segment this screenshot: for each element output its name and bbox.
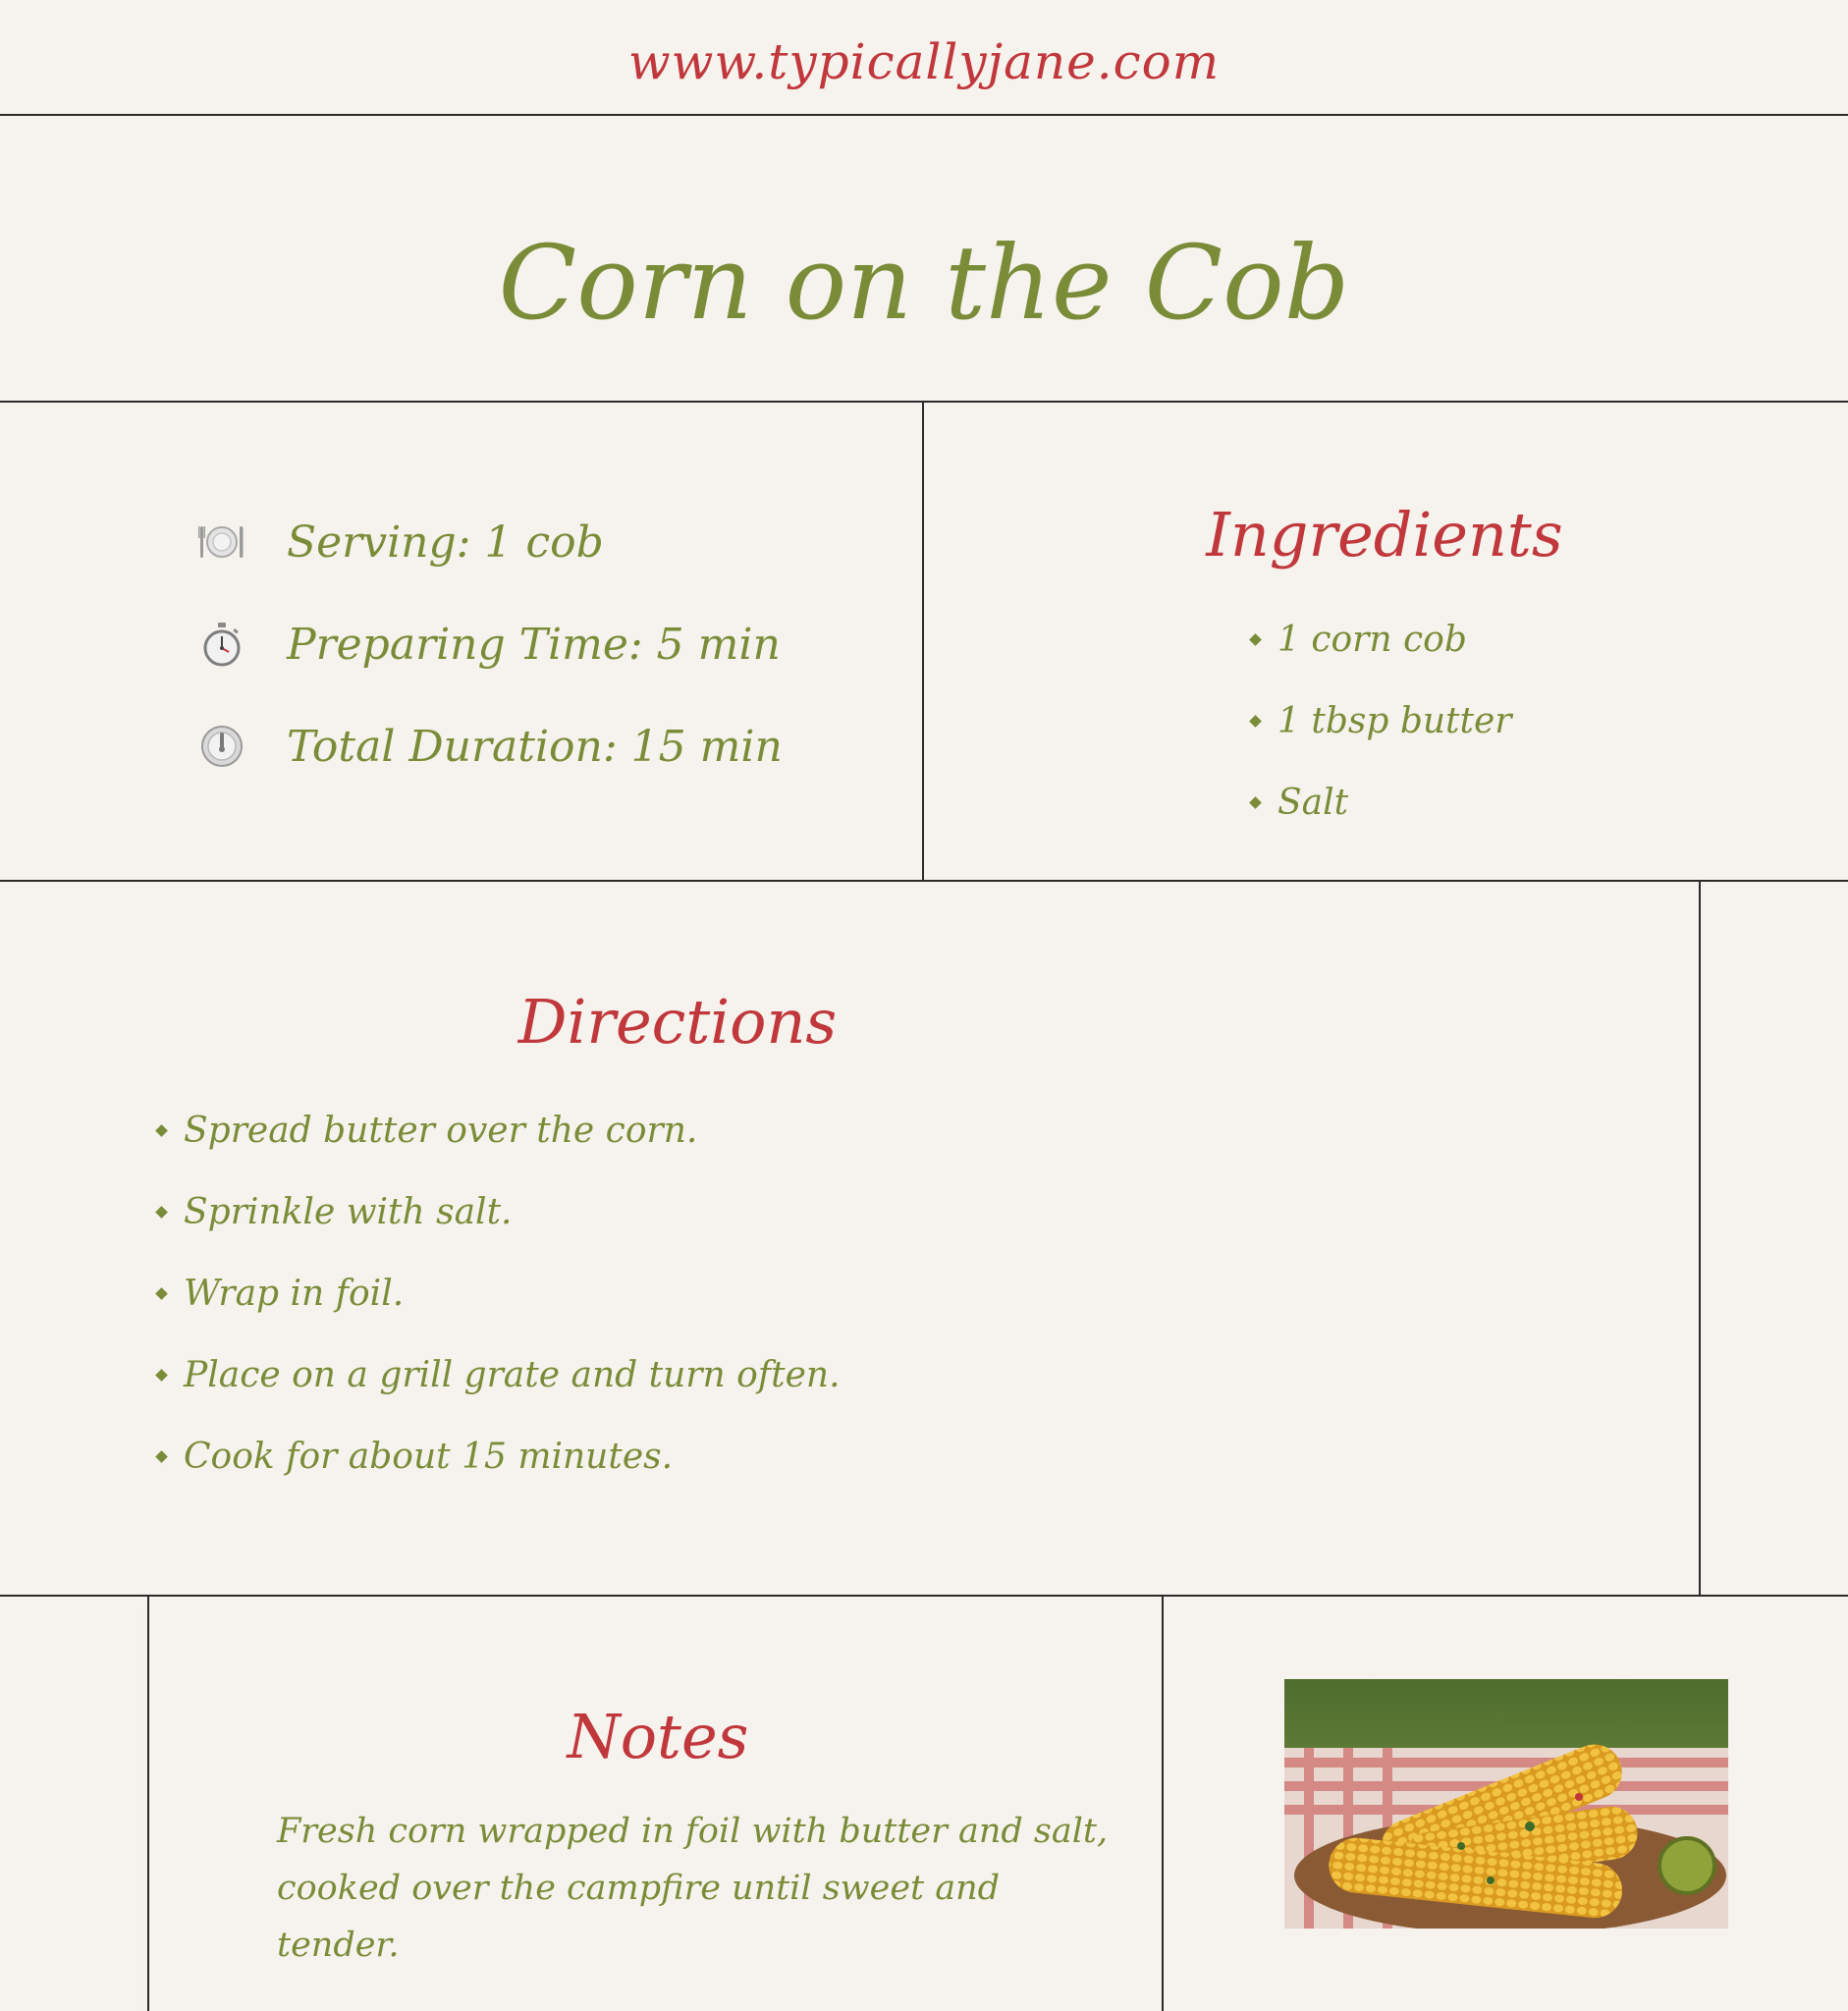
list-item xyxy=(157,1253,841,1334)
bullet-icon xyxy=(1249,796,1262,809)
info-total-duration xyxy=(194,695,783,797)
timer-icon xyxy=(194,719,249,774)
bullet-icon xyxy=(155,1287,168,1300)
directions-title: Directions xyxy=(517,986,838,1058)
divider xyxy=(0,1595,1848,1597)
bullet-icon xyxy=(155,1124,168,1137)
recipe-title: Corn on the Cob xyxy=(498,223,1350,343)
divider xyxy=(0,880,1848,882)
list-item xyxy=(157,1416,841,1497)
divider xyxy=(0,114,1848,116)
list-item xyxy=(157,1171,841,1253)
plate-icon xyxy=(194,515,249,570)
ingredient-text: 1 corn cob xyxy=(1277,620,1467,660)
total-duration-text: Total Duration: 15 min xyxy=(287,721,783,772)
ingredient-text: Salt xyxy=(1277,783,1349,823)
site-url[interactable]: www.typicallyjane.com xyxy=(627,33,1221,90)
direction-text: Sprinkle with salt. xyxy=(184,1192,513,1232)
list-item xyxy=(1251,680,1512,762)
list-item xyxy=(157,1334,841,1416)
list-item xyxy=(157,1090,841,1171)
serving-text: Serving: 1 cob xyxy=(287,516,604,568)
divider xyxy=(1699,880,1701,1597)
divider xyxy=(147,1595,149,2011)
corn-photo xyxy=(1284,1679,1728,1929)
directions-list xyxy=(157,1090,841,1497)
notes-title: Notes xyxy=(567,1701,749,1772)
divider xyxy=(1162,1595,1164,2011)
bullet-icon xyxy=(1249,633,1262,646)
bullet-icon xyxy=(155,1450,168,1463)
divider xyxy=(922,401,924,882)
direction-text: Cook for about 15 minutes. xyxy=(184,1437,674,1477)
divider xyxy=(0,401,1848,403)
bullet-icon xyxy=(1249,715,1262,728)
ingredients-title: Ingredients xyxy=(1206,499,1563,571)
prep-time-text: Preparing Time: 5 min xyxy=(287,619,781,670)
ingredient-text: 1 tbsp butter xyxy=(1277,701,1512,741)
recipe-info xyxy=(194,491,783,797)
bullet-icon xyxy=(155,1369,168,1382)
ingredients-list xyxy=(1251,599,1512,843)
direction-text: Wrap in foil. xyxy=(184,1274,405,1314)
info-serving xyxy=(194,491,783,593)
list-item xyxy=(1251,762,1512,843)
list-item xyxy=(1251,599,1512,680)
info-prep-time xyxy=(194,593,783,695)
direction-text: Place on a grill grate and turn often. xyxy=(184,1355,841,1395)
stopwatch-icon xyxy=(194,617,249,672)
notes-text: Fresh corn wrapped in foil with butter and salt, cooked over the campfire until sweet and tender. xyxy=(277,1812,1109,1965)
direction-text: Spread butter over the corn. xyxy=(184,1111,698,1151)
bullet-icon xyxy=(155,1206,168,1219)
